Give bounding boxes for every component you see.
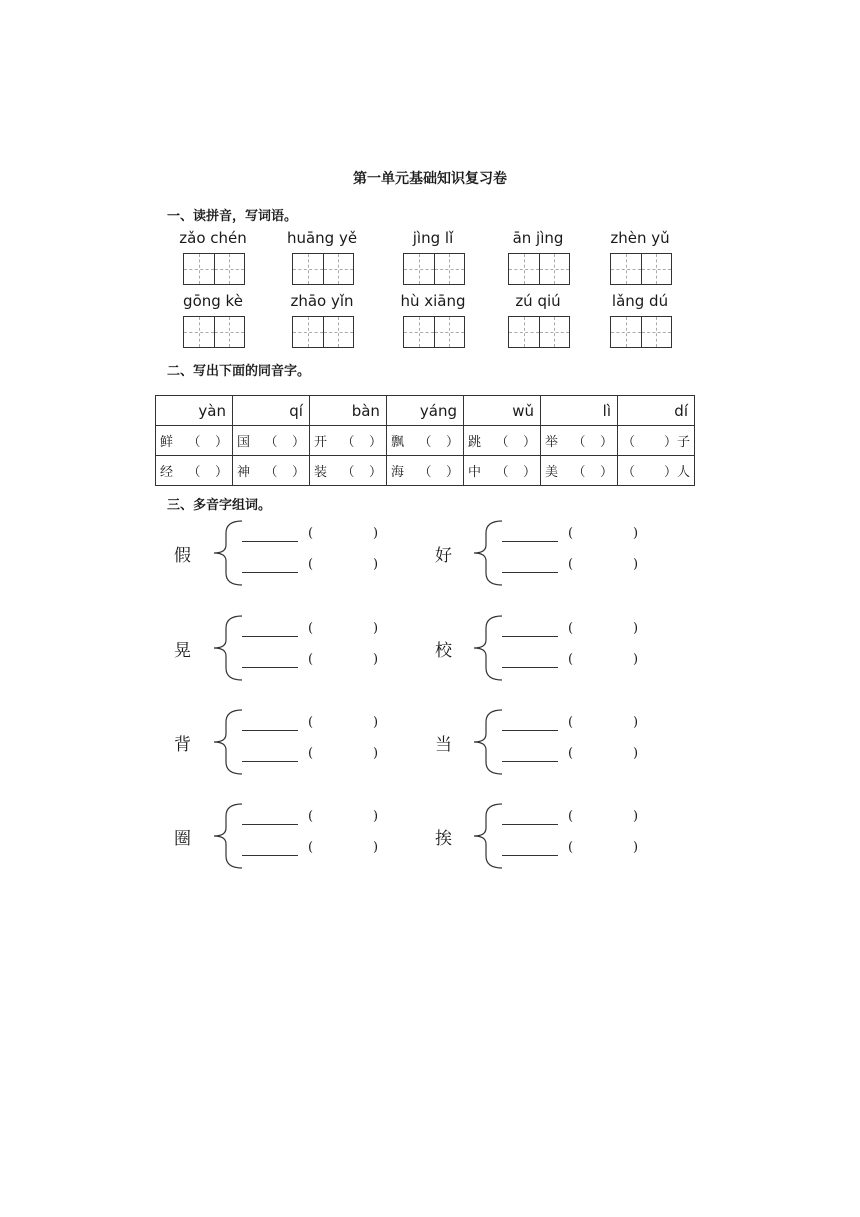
- paren-left: (: [568, 715, 574, 730]
- paren-left: （: [341, 435, 355, 450]
- table-pinyin: dí: [618, 396, 695, 426]
- paren-right: ）: [599, 465, 613, 480]
- paren-right: ）: [523, 465, 537, 480]
- paren-left: (: [568, 652, 574, 667]
- polyphone-char: 挨: [435, 829, 452, 849]
- writing-cell[interactable]: [404, 254, 435, 284]
- writing-grid[interactable]: [183, 253, 245, 285]
- paren-left: （: [264, 435, 278, 450]
- answer-line[interactable]: [242, 855, 298, 856]
- writing-cell[interactable]: [611, 317, 642, 347]
- writing-cell[interactable]: [293, 254, 324, 284]
- table-cell[interactable]: [232, 426, 309, 456]
- paren-left: (: [308, 840, 314, 855]
- table-cell[interactable]: [156, 456, 233, 486]
- writing-grid[interactable]: [508, 253, 570, 285]
- writing-cell[interactable]: [509, 317, 540, 347]
- paren-right: ): [373, 809, 379, 824]
- paren-right: ): [633, 715, 639, 730]
- paren-left: （: [622, 465, 636, 480]
- paren-left: （: [572, 435, 586, 450]
- pinyin-prompt: zhèn yǔ: [610, 229, 670, 247]
- table-pinyin: wǔ: [464, 396, 541, 426]
- writing-cell[interactable]: [404, 317, 435, 347]
- table-cell[interactable]: [464, 426, 541, 456]
- table-char: 美: [545, 465, 559, 480]
- pinyin-prompt: jìng lǐ: [412, 229, 454, 247]
- answer-line[interactable]: [502, 667, 558, 668]
- writing-cell[interactable]: [324, 317, 354, 347]
- writing-cell[interactable]: [540, 254, 570, 284]
- table-cell[interactable]: [386, 456, 463, 486]
- paren-right: ）: [446, 435, 460, 450]
- table-char: 跳: [468, 435, 482, 450]
- polyphone-char: 好: [435, 546, 452, 566]
- writing-cell[interactable]: [540, 317, 570, 347]
- paren-left: (: [568, 526, 574, 541]
- brace-icon: [472, 519, 508, 587]
- writing-cell[interactable]: [293, 317, 324, 347]
- answer-line[interactable]: [242, 541, 298, 542]
- pinyin-prompt: gōng kè: [183, 292, 243, 310]
- paren-right: ): [373, 621, 379, 636]
- table-pinyin: qí: [232, 396, 309, 426]
- table-cell[interactable]: [156, 426, 233, 456]
- table-cell[interactable]: [309, 426, 386, 456]
- paren-left: (: [308, 621, 314, 636]
- paren-left: (: [308, 557, 314, 572]
- answer-line[interactable]: [502, 541, 558, 542]
- pinyin-prompt: zǎo chén: [179, 229, 247, 247]
- brace-icon: [472, 802, 508, 870]
- table-char: 装: [313, 465, 327, 480]
- writing-cell[interactable]: [435, 254, 465, 284]
- paren-right: ): [373, 746, 379, 761]
- writing-cell[interactable]: [215, 254, 245, 284]
- answer-line[interactable]: [242, 636, 298, 637]
- table-char: 经: [160, 465, 174, 480]
- paren-right: ): [373, 526, 379, 541]
- table-cell[interactable]: [618, 426, 695, 456]
- table-pinyin: bàn: [309, 396, 386, 426]
- table-char: 人: [676, 465, 690, 480]
- section2-heading: 二、写出下面的同音字。: [167, 364, 311, 379]
- paren-left: （: [495, 465, 509, 480]
- brace-icon: [212, 519, 248, 587]
- writing-grid[interactable]: [610, 316, 672, 348]
- answer-line[interactable]: [242, 761, 298, 762]
- polyphone-char: 假: [174, 546, 191, 566]
- paren-left: （: [572, 465, 586, 480]
- writing-cell[interactable]: [611, 254, 642, 284]
- answer-line[interactable]: [242, 572, 298, 573]
- table-pinyin: yáng: [386, 396, 463, 426]
- brace-icon: [212, 708, 248, 776]
- table-cell[interactable]: [232, 456, 309, 486]
- table-cell[interactable]: [386, 426, 463, 456]
- polyphone-char: 圈: [174, 829, 191, 849]
- paren-left: (: [568, 621, 574, 636]
- table-char: 飘: [390, 435, 404, 450]
- brace-icon: [212, 614, 248, 682]
- pinyin-prompt: ān jìng: [512, 229, 564, 247]
- table-cell[interactable]: [618, 456, 695, 486]
- paren-left: (: [568, 840, 574, 855]
- table-cell[interactable]: [309, 456, 386, 486]
- polyphone-char: 当: [435, 735, 452, 755]
- writing-cell[interactable]: [324, 254, 354, 284]
- paren-right: ）: [368, 435, 382, 450]
- table-char: 举: [545, 435, 559, 450]
- paren-right: ): [373, 557, 379, 572]
- answer-line[interactable]: [242, 824, 298, 825]
- table-char: 子: [676, 435, 690, 450]
- writing-cell[interactable]: [435, 317, 465, 347]
- brace-icon: [472, 614, 508, 682]
- paren-left: (: [308, 652, 314, 667]
- paren-right: ）: [214, 435, 228, 450]
- polyphone-char: 背: [174, 735, 191, 755]
- paren-right: ): [373, 840, 379, 855]
- paren-right: ）: [523, 435, 537, 450]
- section3-heading: 三、多音字组词。: [167, 498, 272, 513]
- table-char: 鲜: [160, 435, 174, 450]
- pinyin-prompt: hù xiāng: [400, 292, 466, 310]
- writing-cell[interactable]: [509, 254, 540, 284]
- paren-left: (: [308, 809, 314, 824]
- writing-grid[interactable]: [183, 316, 245, 348]
- paren-right: ）: [291, 465, 305, 480]
- writing-grid[interactable]: [403, 253, 465, 285]
- paren-right: ): [633, 526, 639, 541]
- brace-icon: [472, 708, 508, 776]
- writing-grid[interactable]: [508, 316, 570, 348]
- writing-cell[interactable]: [184, 317, 215, 347]
- answer-line[interactable]: [242, 730, 298, 731]
- pinyin-prompt: lǎng dú: [611, 292, 669, 310]
- paren-left: （: [264, 465, 278, 480]
- paren-right: ): [633, 809, 639, 824]
- paren-right: ): [373, 715, 379, 730]
- paren-left: （: [622, 435, 636, 450]
- table-char: 神: [236, 465, 250, 480]
- paren-right: ): [633, 840, 639, 855]
- paren-right: ): [633, 746, 639, 761]
- paren-right: ): [633, 557, 639, 572]
- paren-left: （: [418, 435, 432, 450]
- writing-grid[interactable]: [610, 253, 672, 285]
- paren-right: ）: [446, 465, 460, 480]
- answer-line[interactable]: [242, 667, 298, 668]
- polyphone-char: 晃: [174, 641, 191, 661]
- writing-cell[interactable]: [184, 254, 215, 284]
- answer-line[interactable]: [502, 761, 558, 762]
- table-char: 中: [468, 465, 482, 480]
- paren-left: (: [308, 746, 314, 761]
- section1-heading: 一、读拼音，写词语。: [167, 209, 298, 224]
- page-title: 第一单元基础知识复习卷: [353, 171, 507, 187]
- writing-cell[interactable]: [215, 317, 245, 347]
- table-cell[interactable]: [464, 456, 541, 486]
- writing-grid[interactable]: [292, 316, 354, 348]
- writing-cell[interactable]: [642, 317, 672, 347]
- paren-left: (: [308, 715, 314, 730]
- table-char: 海: [390, 465, 404, 480]
- paren-right: ）: [663, 435, 677, 450]
- paren-right: ）: [291, 435, 305, 450]
- paren-right: ）: [214, 465, 228, 480]
- writing-grid[interactable]: [403, 316, 465, 348]
- answer-line[interactable]: [502, 730, 558, 731]
- paren-left: (: [308, 526, 314, 541]
- pinyin-prompt: zhāo yǐn: [290, 292, 354, 310]
- paren-right: ）: [599, 435, 613, 450]
- brace-icon: [212, 802, 248, 870]
- polyphone-char: 校: [435, 641, 452, 661]
- writing-grid[interactable]: [292, 253, 354, 285]
- paren-right: ）: [368, 465, 382, 480]
- homophone-table: [155, 395, 695, 486]
- answer-line[interactable]: [502, 824, 558, 825]
- paren-right: ）: [663, 465, 677, 480]
- table-cell[interactable]: [541, 426, 618, 456]
- answer-line[interactable]: [502, 572, 558, 573]
- paren-left: （: [418, 465, 432, 480]
- paren-right: ): [373, 652, 379, 667]
- paren-right: ): [633, 621, 639, 636]
- paren-left: （: [187, 435, 201, 450]
- paren-left: （: [495, 435, 509, 450]
- writing-cell[interactable]: [642, 254, 672, 284]
- paren-left: (: [568, 557, 574, 572]
- paren-left: (: [568, 809, 574, 824]
- paren-left: (: [568, 746, 574, 761]
- table-pinyin: lì: [541, 396, 618, 426]
- table-cell[interactable]: [541, 456, 618, 486]
- pinyin-prompt: zú qiú: [515, 292, 561, 310]
- answer-line[interactable]: [502, 855, 558, 856]
- table-char: 开: [313, 435, 327, 450]
- paren-left: （: [187, 465, 201, 480]
- answer-line[interactable]: [502, 636, 558, 637]
- table-char: 国: [236, 435, 250, 450]
- pinyin-prompt: huāng yě: [286, 229, 358, 247]
- table-pinyin: yàn: [156, 396, 233, 426]
- paren-right: ): [633, 652, 639, 667]
- paren-left: （: [341, 465, 355, 480]
